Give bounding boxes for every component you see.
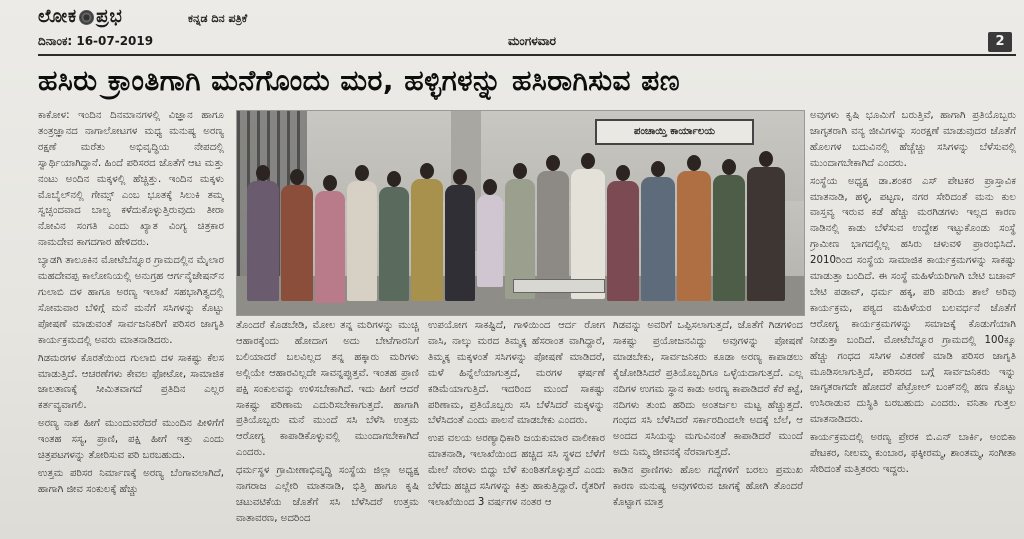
photo-office-signboard: ಪಂಚಾಯ್ತಿ ಕಾರ್ಯಾಲಯ — [595, 119, 754, 145]
masthead — [38, 6, 1018, 54]
paragraph: ಬ್ಯಾಡಗಿ ತಾಲೂಕಿನ ಮೋಟೆಬೆನ್ನೂರ ಗ್ರಾಮದಲ್ಲಿನ ಮೈಲಾರ ಮಹದೇವಪ್ಪ ಕಾಲೋನಿಯಲ್ಲಿ ಅನುಗ್ರಹ ಆರ್ಗನೈಜೇಷನ್‌ನ ಗುಲಾಬಿ ದಳ ಹಾಗೂ ಅರಣ್ಯ ಇಲಾಖೆ ಸಹಭಾಗಿತ್ವದಲ್ಲಿ ಸೋಮವಾರ ಬೆಳಿಗ್ಗೆ ಮನೆ ಮನೆಗೆ ಸಸಿಗಳನ್ನು ಕೊಟ್ಟು ಪೋಷಣೆ ಮಾಡುವಂತೆ ಸಾರ್ವಜನಿಕರಿಗೆ ಪರಿಸರ ಜಾಗೃತಿ ಕಾರ್ಯಕ್ರಮದಲ್ಲಿ ಅವರು ಮಾತನಾಡಿದರು. — [38, 255, 224, 346]
issue-date: ದಿನಾಂಕ: 16-07-2019 — [38, 34, 154, 48]
article-headline: ಹಸಿರು ಕ್ರಾಂತಿಗಾಗಿ ಮನೆಗೊಂದು ಮರ, ಹಳ್ಳಿಗಳನ್ನು ಹಸಿರಾಗಿಸುವ ಪಣ — [38, 64, 681, 97]
photo-person — [713, 175, 745, 301]
paragraph: ಗಿಡಮರಗಳ ಕೊರತೆಯಿಂದ ಗುಲಾಬಿ ದಳ ಸಾಕಷ್ಟು ಕೆಲಸ ಮಾಡುತ್ತಿದೆ. ಆಚರಣೆಗಳು ಕೇವಲ ಫೋಟೋ, ಸಾಮಾಜಿಕ ಜಾಲತಾಣಕ್ಕೆ ಸೀಮಿತವಾಗದೆ ಪ್ರತಿದಿನ ಎಲ್ಲರ ಕರ್ತವ್ಯವಾಗಲಿ. — [38, 352, 224, 412]
news-photo — [236, 110, 805, 316]
issue-weekday: ಮಂಗಳವಾರ — [508, 34, 557, 48]
brand-name-part2: ಪ್ರಭ — [96, 6, 123, 27]
paragraph: ಗಿಡವನ್ನು ಅವರಿಗೆ ಒಪ್ಪಿಸಲಾಗುತ್ತದೆ, ಜೊತೆಗೆ ಗಿಡಗಳಿಂದ ಸಾಕಷ್ಟು ಪ್ರಯೋಜನವಿದ್ದು ಅವುಗಳನ್ನು ಪೋಷಣೆ ಮಾಡಬೇಕು, ಸಾರ್ವಜನಿಕರು ಕೂಡಾ ಅರಣ್ಯ ಕಾಪಾಡಲು ಕೈಜೋಡಿಸಿದರೆ ಪ್ರತಿಯೊಬ್ಬರಿಗೂ ಒಳ್ಳೆಯದಾಗುತ್ತದೆ. ಎಲ್ಲ ನದಿಗಳ ಉಗಮ ಸ್ಥಾನ ಕಾಡು ಅರಣ್ಯ ಕಾಪಾಡಿದರೆ ಕೆರೆ ಕಟ್ಟೆ, ನದಿಗಳು ತುಂಬಿ ಹರಿದು ಅಂತರ್ಜಲ ಮಟ್ಟ ಹೆಚ್ಚುತ್ತದೆ. ಗಂಧದ ಸಸಿ ಬೆಳೆಸಿದರೆ ಸರ್ಕಾರದಿಂದಲೇ ಅದಕ್ಕೆ ಬೆಲೆ, ಆ ಅಂದದ ಸಸಿಯನ್ನು ಮಗುವಿನಂತೆ ಕಾಪಾಡಿದರೆ ಮುಂದೆ ಅದು ನಿಮ್ಮ ಜೀವನಕ್ಕೆ ನೆರವಾಗುತ್ತದೆ. — [613, 320, 803, 459]
photo-person — [445, 185, 475, 301]
paragraph: ಉಪಯೋಗ ಸಾಕಷ್ಟಿದೆ, ಗಾಳಿಯಿಂದ ಆರ್ದ ರೋಗ ವಾಸಿ, ನಾಲ್ಕು ಮರದ ತಿಮ್ಮಕ್ಕ ಹೆಸರಾಂತ ವಾಗಿದ್ದಾರೆ, ತಿಮ್ಮಕ್ಕ ಮಕ್ಕಳಂತೆ ಸಸಿಗಳನ್ನು ಪೋಷಣೆ ಮಾಡಿದರೆ, ಮಳೆ ಹಿನ್ನೆಲೆಯಾಗುತ್ತದೆ, ಮರಗಳ ಘರ್ಷಣೆ ಕಡಿಮೆಯಾಗುತ್ತಿದೆ. ಇದರಿಂದ ಮುಂದೆ ಸಾಕಷ್ಟು ಪರಿಣಾಮ, ಪ್ರತಿಯೊಬ್ಬರು ಸಸಿ ಬೆಳೆಸಿದರೆ ಮಕ್ಕಳನ್ನು ಬೆಳೆಸಿದಂತೆ ಎಂದು ಪಾಲನೆ ಮಾಡಬೇಕು ಎಂದರು. — [428, 320, 605, 427]
paragraph: ಕಾಕೋಳ: ಇಂದಿನ ದಿನಮಾನಗಳಲ್ಲಿ ವಿಜ್ಞಾನ ಹಾಗೂ ತಂತ್ರಜ್ಞಾನದ ನಾಗಾಲೋಟಗಳ ಮಧ್ಯ ಮನುಷ್ಯ ಅರಣ್ಯ ರಕ್ಷಣೆ ಮರೆತು ಅಭಿವೃದ್ಧಿಯ ನೇಪದಲ್ಲಿ ಸ್ವಾರ್ಥಿಯಾಗಿದ್ದಾನೆ. ಹಿಂದೆ ಪರಿಸರದ ಜೊತೆಗೆ ಆಟ ಮತ್ತು ನಂಟು ಅಂದಿನ ಮಕ್ಕಳಲ್ಲಿ ಹೆಚ್ಚಿತ್ತು. ಇಂದಿನ ಮಕ್ಕಳು ಮೊಬೈಲ್‌ನಲ್ಲಿ ಗೇಮ್ಸ್ ಎಂಬ ಭೂತಕ್ಕೆ ಸಿಲುಕಿ ತಮ್ಮ ಸ್ವಚ್ಛಂದವಾದ ಬಾಲ್ಯ ಕಳೆದುಕೊಳ್ಳುತ್ತಿರುವುದು ತೀರಾ ನೋವಿನ ಸಂಗತಿ ಎಂದು ಖ್ಯಾತ ವಿಂಗ್ಯ ಚಿತ್ರಕಾರ ನಾಮದೇವ ಕಾಗದಗಾರ ಹೇಳಿದರು. — [38, 110, 224, 249]
newspaper-tagline: ಕನ್ನಡ ದಿನ ಪತ್ರಿಕೆ — [188, 12, 248, 25]
paragraph: ಕಾಡಿನ ಪ್ರಾಣಿಗಳು ಹೊಲ ಗದ್ದೆಗಳಿಗೆ ಬರಲು ಪ್ರಮುಖ ಕಾರಣ ಮನುಷ್ಯ ಅವುಗಳಿರುವ ಜಾಗಕ್ಕೆ ಹೋಗಿ ತೊಂದರೆ ಕೊಟ್ಟಾಗ ಮಾತ್ರ — [613, 465, 803, 508]
photo-person — [281, 185, 313, 301]
photo-person — [347, 181, 377, 301]
paragraph: ತೊಂದರೆ ಕೊಡಬೇಡಿ, ಮೋಲ ತನ್ನ ಮರಿಗಳನ್ನು ಮುಚ್ಚಿ ಆಹಾರಕ್ಕೆಂದು ಹೋದಾಗ ಅದು ಬೇಟೆಗಾರನಿಗೆ ಬಲಿಯಾದರೆ ಬಲವಿಲ್ಲದ ತನ್ನ ಹಕ್ಕಾರು ಮರಿಗಳು ಅಲ್ಲಿಯೇ ಆಹಾರವಿಲ್ಲದೇ ಸಾವನ್ನಪ್ಪುತ್ತವೆ. ಇಂತಹ ಪ್ರಾಣಿ ಪಕ್ಷಿ ಸಂಕುಲವನ್ನು ಉಳಿಸಬೇಕಾಗಿದೆ. ಇದು ಹೀಗೆ ಆದರೆ ಸಾಕಷ್ಟು ಪರಿಣಾಮ ಎದುರಿಸಬೇಕಾಗುತ್ತದೆ. ಹಾಗಾಗಿ ಪ್ರತಿಯೊಬ್ಬರು ಮನೆ ಮುಂದೆ ಸಸಿ ಬೆಳೆಸಿ ಉತ್ತಮ ಆರೋಗ್ಯ ಕಾಪಾಡಿಕೊಳ್ಳುವಲ್ಲಿ ಮುಂದಾಗಬೇಕಾಗಿದೆ ಎಂದರು. — [236, 320, 419, 459]
paragraph: ಅವುಗಳು ಕೃಷಿ ಭೂಮಿಗೆ ಬರುತ್ತಿವೆ, ಹಾಗಾಗಿ ಪ್ರತಿಯೊಬ್ಬರು ಜಾಗೃತರಾಗಿ ವನ್ಯ ಜೀವಿಗಳನ್ನು ಸಂರಕ್ಷಣೆ ಮಾಡುವುದರ ಜೊತೆಗೆ ಹೊಲಗಳ ಬದುವಿನಲ್ಲಿ ಹೆಚ್ಚೆಚ್ಚು ಸಸಿಗಳನ್ನು ಬೆಳೆಸುವಲ್ಲಿ ಮುಂದಾಗಬೇಕಾಗಿದೆ ಎಂದರು. — [810, 110, 1016, 169]
photo-person — [247, 181, 279, 301]
newspaper-brand — [38, 6, 123, 27]
photo-person — [379, 187, 409, 301]
paragraph: ಉಪ ವಲಯ ಅರಣ್ಯಾಧಿಕಾರಿ ಜಯಕುಮಾರ ವಾಲೀಕಾರ ಮಾತನಾಡಿ, ಇಲಾಖೆಯಿಂದ ಹಚ್ಚಿದ ಸಸಿ ಸ್ಥಳದ ಬೆಳೆಗೆ ಮೇಲೆ ನೇರಳು ಬಿದ್ದು ಬೆಳೆ ಕುಂಠಿತಗೊಳ್ಳುತ್ತದೆ ಎಂದು ಬೆಳೆದು ಹಚ್ಚಿದ ಸಸಿಗಳನ್ನು ಕಿತ್ತು ಹಾಕುತ್ತಿದ್ದಾರೆ. ರೈತರಿಗೆ ಇಲಾಖೆಯಿಂದ 3 ವರ್ಷಗಳ ನಂತರ ಆ — [428, 433, 605, 508]
paragraph: ಕಾರ್ಯಕ್ರಮದಲ್ಲಿ ಅರಣ್ಯ ಪ್ರೇರಕ ಬಿ.ಎನ್ ಬಾರ್ಕಿ, ಅಂಬಿಕಾ ಪೇಟಕರ, ನೀಲಮ್ಮ ಕುಂಬಾರ, ಫಕ್ಕೀರಮ್ಮ, ಶಾಂತಮ್ಮ, ಸಂಗೀತಾ ಸೇರಿದಂತೆ ಮತ್ತಿತರರು ಇದ್ದರು. — [810, 432, 1016, 475]
paragraph: ಅರಣ್ಯ ನಾಶ ಹೀಗೆ ಮುಂದುವರೆದರೆ ಮುಂದಿನ ಪೀಳಿಗೆಗೆ ಇಂತಹ ಸಸ್ಯ, ಪ್ರಾಣಿ, ಪಕ್ಷಿ ಹೀಗೆ ಇತ್ತು ಎಂದು ಚಿತ್ರಪಟಗಳನ್ನು ತೋರಿಸುವ ಪರಿ ಬರಬಹುದು. — [38, 418, 224, 462]
brand-logo-icon — [79, 10, 94, 25]
article-column-2 — [236, 318, 419, 536]
brand-name-part1: ಲೋಕ — [38, 6, 78, 27]
photo-person — [411, 179, 443, 301]
paragraph: ಸಂಸ್ಥೆಯ ಅಧ್ಯಕ್ಷ ಡಾ.ಶಂಕರ ಎಸ್ ಪೇಟಕರ ಪ್ರಾಸ್ತಾವಿಕ ಮಾತನಾಡಿ, ಹಳ್ಳಿ, ಪಟ್ಟಣ, ನಗರ ಸೇರಿದಂತೆ ಮನು ಕುಲ ವಾಸ್ತವ್ಯ ಇರುವ ಕಡೆ ಹೆಚ್ಚು ಮರಗಿಡಗಳು ಇಲ್ಲದ ಕಾರಣ ನಾಡಿನಲ್ಲಿ ಕಾಡು ಬೆಳೆಸುವ ಉದ್ದೇಶ ಇಟ್ಟುಕೊಂಡು ಸಂಸ್ಥೆ ಗ್ರಾಮೀಣ ಭಾಗದಲ್ಲಿಲ್ಲ ಹಸಿರು ಚಳುವಳಿ ಪ್ರಾರಂಭಿಸಿದೆ. 2010ರಿಂದ ಸಂಸ್ಥೆಯ ಸಾಮಾಜಿಕ ಕಾರ್ಯಕ್ರಮಗಳನ್ನು ಸಾಕಷ್ಟು ಮಾಡುತ್ತಾ ಬಂದಿದೆ. ಈ ಸಂಸ್ಥೆ ಮಹಿಳೆಯರಿಗಾಗಿ ಬೇಟಿ ಬಚಾವ್ ಬೇಟಿ ಪಡಾವ್, ಧರ್ಮ ಹಕ್ಕ, ಪರಿ ಪರಿಯ ಶಾಲೆ ಅರಿವು ಕಾರ್ಯಕ್ರಮ, ಪಠ್ಯದ ಮಹಿಳೆಯರ ಬಲವರ್ಧನೆ ಜೊತೆಗೆ ಆರೋಗ್ಯ ಕಾರ್ಯಕ್ರಮಗಳನ್ನು ಸಮಾಜಕ್ಕೆ ಕೊಡುಗೆಯಾಗಿ ನೀಡುತ್ತಾ ಬಂದಿದೆ. ಮೋಟೆಬೆನ್ನೂರ ಗ್ರಾಮದಲ್ಲಿ 100ಕ್ಕೂ ಹೆಚ್ಚು ಗಂಧದ ಸಸಿಗಳ ವಿತರಣೆ ಮಾಡಿ ಪರಿಸರ ಜಾಗೃತಿ ಮೂಡಿಸಲಾಗುತ್ತಿದೆ, ಪರಿಸರದ ಬಗ್ಗೆ ಸಾರ್ವಜನಿಕರು ಇನ್ನು ಜಾಗೃತರಾಗದೇ ಹೋದರೆ ಪೆಟ್ರೋಲ್ ಬಂಕ್‌ನಲ್ಲಿ ಹಣ ಕೊಟ್ಟು ಉಸಿರಾಡುವ ದುಸ್ಥಿತಿ ಬರಬಹುದು ಎಂದರು. ವನಿತಾ ಗುತ್ತಲ ಮಾತನಾಡಿದರು. — [810, 175, 1016, 426]
photo-person — [607, 181, 639, 301]
article-column-3 — [428, 318, 605, 536]
article-column-4 — [613, 318, 803, 536]
photo-person — [315, 191, 345, 303]
photo-person — [677, 171, 711, 301]
photo-person — [477, 195, 503, 287]
paragraph: ಉತ್ತಮ ಪರಿಸರ ನಿರ್ಮಾಣಕ್ಕೆ ಅರಣ್ಯ ಬೆಂಗಾವಲಾಗಿದೆ, ಹಾಗಾಗಿ ಜೀವ ಸಂಕುಲಕ್ಕೆ ಹೆಚ್ಚು — [38, 467, 224, 495]
paragraph: ಧರ್ಮಸ್ಥಳ ಗ್ರಾಮೀಣಾಭಿವೃದ್ಧಿ ಸಂಸ್ಥೆಯ ಜಿಲ್ಲಾ ಅಧ್ಯಕ್ಷ ನಾಗರಾಜ ಎಲ್ಲೇರಿ ಮಾತನಾಡಿ, ಭಿತ್ತಿ ಹಾಗೂ ಕೃಷಿ ಚಟುವಟಿಕೆಯ ಜೊತೆಗೆ ಸಸಿ ಬೆಳೆಸಿದರೆ ಉತ್ತಮ ವಾತಾವರಣ, ಅದರಿಂದ — [236, 465, 419, 524]
photo-person — [747, 167, 785, 301]
header-divider — [38, 54, 1016, 56]
photo-person — [641, 177, 675, 301]
article-column-5 — [810, 108, 1016, 536]
page-number-badge: 2 — [988, 32, 1012, 52]
article-column-1 — [38, 108, 224, 536]
photo-table — [513, 279, 605, 293]
